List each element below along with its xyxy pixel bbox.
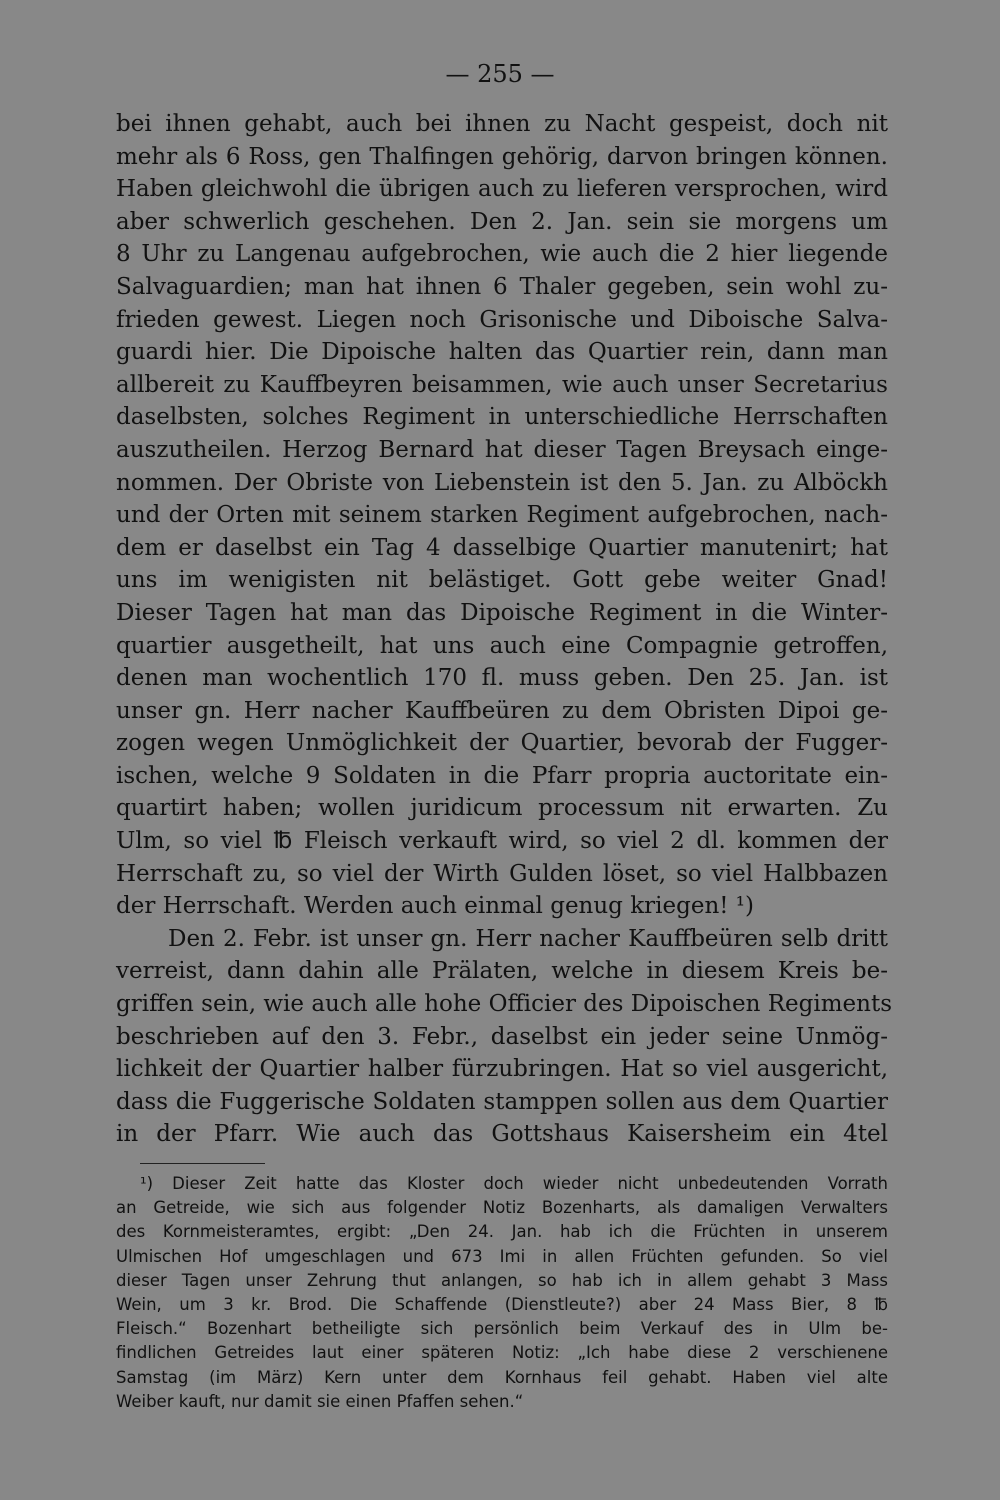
text-line: mehr als 6 Ross, gen Thalfingen gehörig, darvon bringen können. <box>116 143 888 170</box>
footnotes <box>116 1172 888 1414</box>
text-line: allbereit zu Kauffbeyren beisammen, wie auch unser Secretarius <box>116 371 888 398</box>
text-line: ischen, welche 9 Soldaten in die Pfarr propria auctoritate ein- <box>116 762 888 789</box>
text-line: quartier ausgetheilt, hat uns auch eine Compagnie getroffen, <box>116 632 888 659</box>
text-line: und der Orten mit seinem starken Regiment aufgebrochen, nach- <box>116 502 888 529</box>
footnote-divider <box>140 1163 265 1164</box>
footnote-line: Weiber kauft, nur damit sie einen Pfaffen sehen.“ <box>116 1391 524 1411</box>
text-line: dem er daselbst ein Tag 4 dasselbige Quartier manutenirt; hat <box>116 534 888 561</box>
text-line: nommen. Der Obriste von Liebenstein ist den 5. Jan. zu Alböckh <box>116 469 888 496</box>
footnote-line: Ulmischen Hof umgeschlagen und 673 Imi in allen Früchten gefunden. So viel <box>116 1246 888 1266</box>
paragraph-start-line: Den 2. Febr. ist unser gn. Herr nacher Kauffbeüren selb dritt <box>168 925 888 952</box>
text-line: auszutheilen. Herzog Bernard hat dieser Tagen Breysach einge- <box>116 436 888 463</box>
text-line: Salvaguardien; man hat ihnen 6 Thaler gegeben, sein wohl zu- <box>116 273 888 300</box>
text-line: griffen sein, wie auch alle hohe Officier des Dipoischen Regiments <box>116 991 892 1018</box>
main-text <box>116 108 892 1151</box>
text-line: lichkeit der Quartier halber fürzubringen. Hat so viel ausgericht, <box>116 1056 888 1083</box>
text-line: daselbsten, solches Regiment in unterschiedliche Herrschaften <box>116 404 888 431</box>
text-line: verreist, dann dahin alle Prälaten, welche in diesem Kreis be- <box>116 958 888 985</box>
text-line: dass die Fuggerische Soldaten stamppen sollen aus dem Quartier <box>116 1088 888 1115</box>
footnote-line: ¹) Dieser Zeit hatte das Kloster doch wieder nicht unbedeutenden Vorrath <box>140 1174 888 1193</box>
footnote-line: dieser Tagen unser Zehrung thut anlangen, so hab ich in allem gehabt 3 Mass <box>116 1270 888 1290</box>
page-number: — 255 — <box>445 60 555 88</box>
text-line: unser gn. Herr nacher Kauffbeüren zu dem Obristen Dipoi ge- <box>116 697 888 724</box>
footnote-line: Fleisch.“ Bozenhart betheiligte sich persönlich beim Verkauf des in Ulm be- <box>116 1319 888 1339</box>
text-line: Haben gleichwohl die übrigen auch zu lieferen versprochen, wird <box>116 176 888 203</box>
footnote-line: des Kornmeisteramtes, ergibt: „Den 24. Jan. hab ich die Früchten in unserem <box>116 1222 888 1242</box>
text-line: denen man wochentlich 170 fl. muss geben. Den 25. Jan. ist <box>116 665 888 692</box>
footnote-line: Samstag (im März) Kern unter dem Kornhaus feil gehabt. Haben viel alte <box>116 1367 888 1387</box>
text-line: in der Pfarr. Wie auch das Gottshaus Kaisersheim ein 4tel <box>116 1121 888 1148</box>
text-line: aber schwerlich geschehen. Den 2. Jan. sein sie morgens um <box>116 208 888 235</box>
text-line: uns im wenigisten nit belästiget. Gott gebe weiter Gnad! <box>116 567 888 594</box>
footnote-line: findlichen Getreides laut einer späteren Notiz: „Ich habe diese 2 verschienene <box>116 1343 888 1363</box>
text-line: Ulm, so viel ℔ Fleisch verkauft wird, so viel 2 dl. kommen der <box>116 828 888 855</box>
text-line: beschrieben auf den 3. Febr., daselbst ein jeder seine Unmög- <box>116 1023 888 1050</box>
text-line: guardi hier. Die Dipoische halten das Quartier rein, dann man <box>116 339 888 366</box>
text-line: frieden gewest. Liegen noch Grisonische und Diboische Salva- <box>116 306 888 333</box>
text-line: der Herrschaft. Werden auch einmal genug kriegen! ¹) <box>116 893 755 920</box>
text-line: Herrschaft zu, so viel der Wirth Gulden löset, so viel Halbbazen <box>116 860 888 887</box>
text-line: bei ihnen gehabt, auch bei ihnen zu Nacht gespeist, doch nit <box>116 111 888 137</box>
footnote-line: an Getreide, wie sich aus folgender Notiz Bozenharts, als damaligen Verwalters <box>116 1198 888 1218</box>
footnote-line: Wein, um 3 kr. Brod. Die Schaffende (Dienstleute?) aber 24 Mass Bier, 8 ℔ <box>116 1294 888 1314</box>
text-line: quartirt haben; wollen juridicum processum nit erwarten. Zu <box>116 795 888 822</box>
text-line: zogen wegen Unmöglichkeit der Quartier, bevorab der Fugger- <box>116 730 888 757</box>
text-line: Dieser Tagen hat man das Dipoische Regiment in die Winter- <box>116 599 888 626</box>
text-line: 8 Uhr zu Langenau aufgebrochen, wie auch die 2 hier liegende <box>116 241 888 268</box>
